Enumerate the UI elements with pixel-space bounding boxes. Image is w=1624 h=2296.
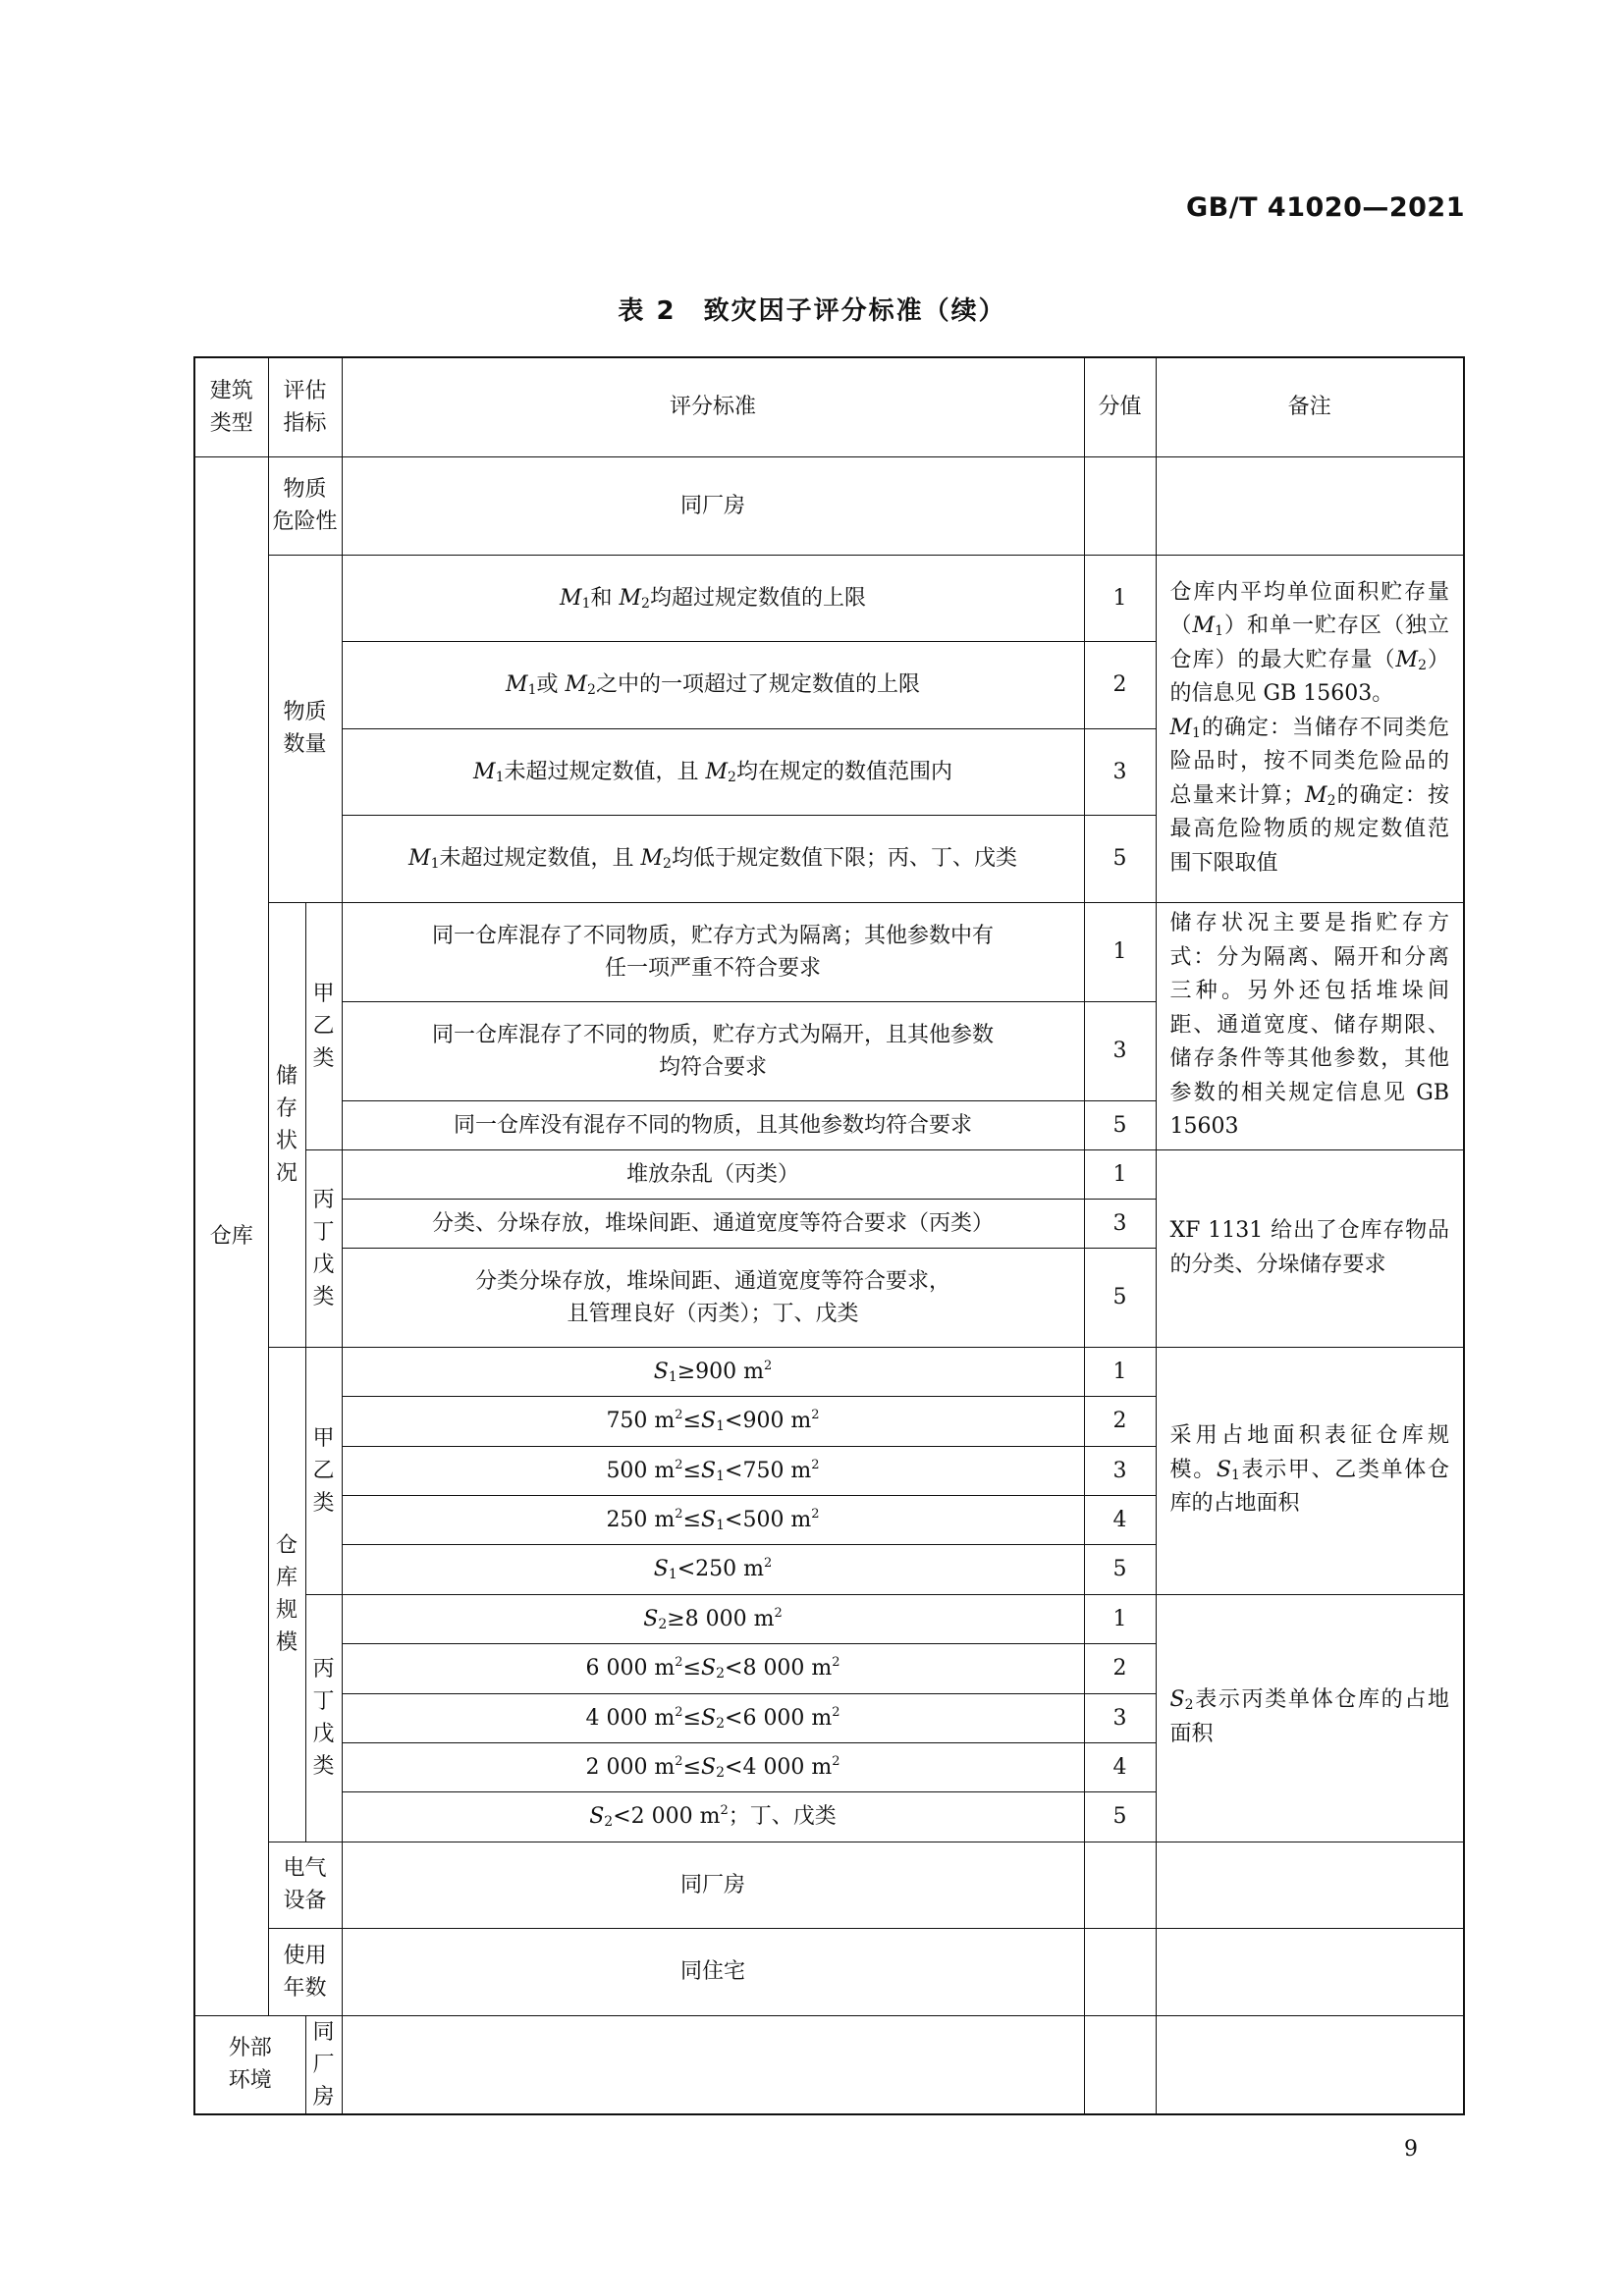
score-cell: 5 (1084, 815, 1156, 902)
remark-scale-cde: $S_2$表示丙类单体仓库的占地面积 (1156, 1594, 1464, 1842)
score-cell: 5 (1084, 1544, 1156, 1594)
scoring-table (193, 356, 1465, 2115)
score-cell: 5 (1084, 1248, 1156, 1347)
page-number: 9 (1404, 2137, 1418, 2162)
score-cell: 3 (1084, 1001, 1156, 1100)
table-title: 表 2 致灾因子评分标准（续） (618, 296, 1006, 326)
score-cell: 3 (1084, 1199, 1156, 1248)
header-remark: 备注 (1156, 357, 1464, 456)
criteria-cell: 500 $m^2\le S_1<750$ $m^2$ (342, 1446, 1084, 1495)
header-criteria: 评分标准 (342, 357, 1084, 456)
table-row (194, 2015, 1464, 2114)
remark-quantity: 仓库内平均单位面积贮存量$(M_1)$和单一贮存区（独立仓库）的最大贮存量$(M_2)$的信息见 GB 15603。 $M_1$的确定：当储存不同类危险品时，按不同类危险品的总量来计算；$M_2$的确定：按最高危险物质的规定数值范围下限取值 (1156, 555, 1464, 902)
table-row (194, 1594, 1464, 1643)
criteria-cell: 2 000 $m^2\le S_2<4$ 000 $m^2$ (342, 1742, 1084, 1791)
header-building-type: 建筑 类型 (194, 357, 268, 456)
score-cell: 1 (1084, 1347, 1156, 1396)
table-row (194, 1842, 1464, 1928)
score-cell: 4 (1084, 1742, 1156, 1791)
table-row (194, 555, 1464, 641)
score-cell: 2 (1084, 1643, 1156, 1693)
criteria-cell: $S_2<2$ 000 $m^2$；丁、戊类 (342, 1791, 1084, 1842)
score-cell (342, 2015, 1084, 2114)
remark-cell (1156, 1842, 1464, 1928)
criteria-cell: $S_2\ge 8$ 000 $m^2$ (342, 1594, 1084, 1643)
score-cell: 1 (1084, 555, 1156, 641)
table-row (194, 902, 1464, 1001)
indicator-quantity: 物质 数量 (268, 555, 342, 902)
criteria-cell: $M_1$未超过规定数值，且 $M_2$均低于规定数值下限；丙、丁、戊类 (342, 815, 1084, 902)
table-row (194, 456, 1464, 555)
criteria-cell: 同住宅 (342, 1928, 1084, 2015)
indicator-scale: 仓 库 规 模 (268, 1347, 305, 1842)
score-cell: 3 (1084, 728, 1156, 815)
criteria-cell: 6 000 $m^2\le S_2<8$ 000 $m^2$ (342, 1643, 1084, 1693)
table-row (194, 1347, 1464, 1396)
criteria-cell: $M_1$或 $M_2$之中的一项超过了规定数值的上限 (342, 641, 1084, 728)
remark-cell (1084, 2015, 1156, 2114)
criteria-cell: 4 000 $m^2\le S_2<6$ 000 $m^2$ (342, 1693, 1084, 1742)
remark-cell (1156, 456, 1464, 555)
building-type-cell: 仓库 (194, 456, 268, 2015)
class-cde-storage: 丙 丁 戊 类 (305, 1149, 342, 1347)
score-cell (1084, 456, 1156, 555)
class-cde-scale: 丙 丁 戊 类 (305, 1594, 342, 1842)
standard-number: GB/T 41020—2021 (1186, 192, 1465, 223)
criteria-cell: 分类、分垛存放，堆垛间距、通道宽度等符合要求（丙类） (342, 1199, 1084, 1248)
score-cell: 2 (1084, 1396, 1156, 1446)
criteria-cell: $S_1\ge 900$ $m^2$ (342, 1347, 1084, 1396)
criteria-cell: $M_1$和 $M_2$均超过规定数值的上限 (342, 555, 1084, 641)
score-cell: 1 (1084, 902, 1156, 1001)
score-cell: 3 (1084, 1693, 1156, 1742)
criteria-cell: 同一仓库混存了不同的物质，贮存方式为隔开，且其他参数 均符合要求 (342, 1001, 1084, 1100)
score-cell (1084, 1842, 1156, 1928)
criteria-cell: 同厂房 (305, 2015, 342, 2114)
remark-storage-cde: XF 1131 给出了仓库存物品的分类、分垛储存要求 (1156, 1149, 1464, 1347)
score-cell: 5 (1084, 1791, 1156, 1842)
class-ab-storage: 甲 乙 类 (305, 902, 342, 1149)
criteria-cell: 同一仓库没有混存不同的物质，且其他参数均符合要求 (342, 1100, 1084, 1149)
indicator-environment: 外部 环境 (194, 2015, 305, 2114)
score-cell: 1 (1084, 1149, 1156, 1199)
criteria-cell: $S_1<250$ $m^2$ (342, 1544, 1084, 1594)
class-ab-scale: 甲 乙 类 (305, 1347, 342, 1594)
criteria-cell: 分类分垛存放，堆垛间距、通道宽度等符合要求， 且管理良好（丙类）；丁、戊类 (342, 1248, 1084, 1347)
criteria-cell: 堆放杂乱（丙类） (342, 1149, 1084, 1199)
score-cell: 2 (1084, 641, 1156, 728)
table-row (194, 1928, 1464, 2015)
criteria-cell: 250 $m^2\le S_1<500$ $m^2$ (342, 1495, 1084, 1544)
criteria-cell: 同厂房 (342, 456, 1084, 555)
table-row (194, 1149, 1464, 1199)
score-cell: 3 (1084, 1446, 1156, 1495)
criteria-cell: 同一仓库混存了不同物质，贮存方式为隔离；其他参数中有 任一项严重不符合要求 (342, 902, 1084, 1001)
table-header-row (194, 357, 1464, 456)
indicator-storage: 储 存 状 况 (268, 902, 305, 1347)
header-score: 分值 (1084, 357, 1156, 456)
score-cell: 5 (1084, 1100, 1156, 1149)
criteria-cell: 750 $m^2\le S_1<900$ $m^2$ (342, 1396, 1084, 1446)
header-indicator: 评估 指标 (268, 357, 342, 456)
indicator-hazard: 物质 危险性 (268, 456, 342, 555)
criteria-cell: $M_1$未超过规定数值，且 $M_2$均在规定的数值范围内 (342, 728, 1084, 815)
indicator-electrical: 电气 设备 (268, 1842, 342, 1928)
indicator-age: 使用 年数 (268, 1928, 342, 2015)
remark-scale-ab: 采用占地面积表征仓库规模。$S_1$表示甲、乙类单体仓库的占地面积 (1156, 1347, 1464, 1594)
remark-storage-ab: 储存状况主要是指贮存方式：分为隔离、隔开和分离三种。另外还包括堆垛间距、通道宽度、储存期限、储存条件等其他参数，其他参数的相关规定信息见 GB 15603 (1156, 902, 1464, 1149)
score-cell: 1 (1084, 1594, 1156, 1643)
score-cell (1084, 1928, 1156, 2015)
remark-cell (1156, 1928, 1464, 2015)
score-cell: 4 (1084, 1495, 1156, 1544)
criteria-cell: 同厂房 (342, 1842, 1084, 1928)
